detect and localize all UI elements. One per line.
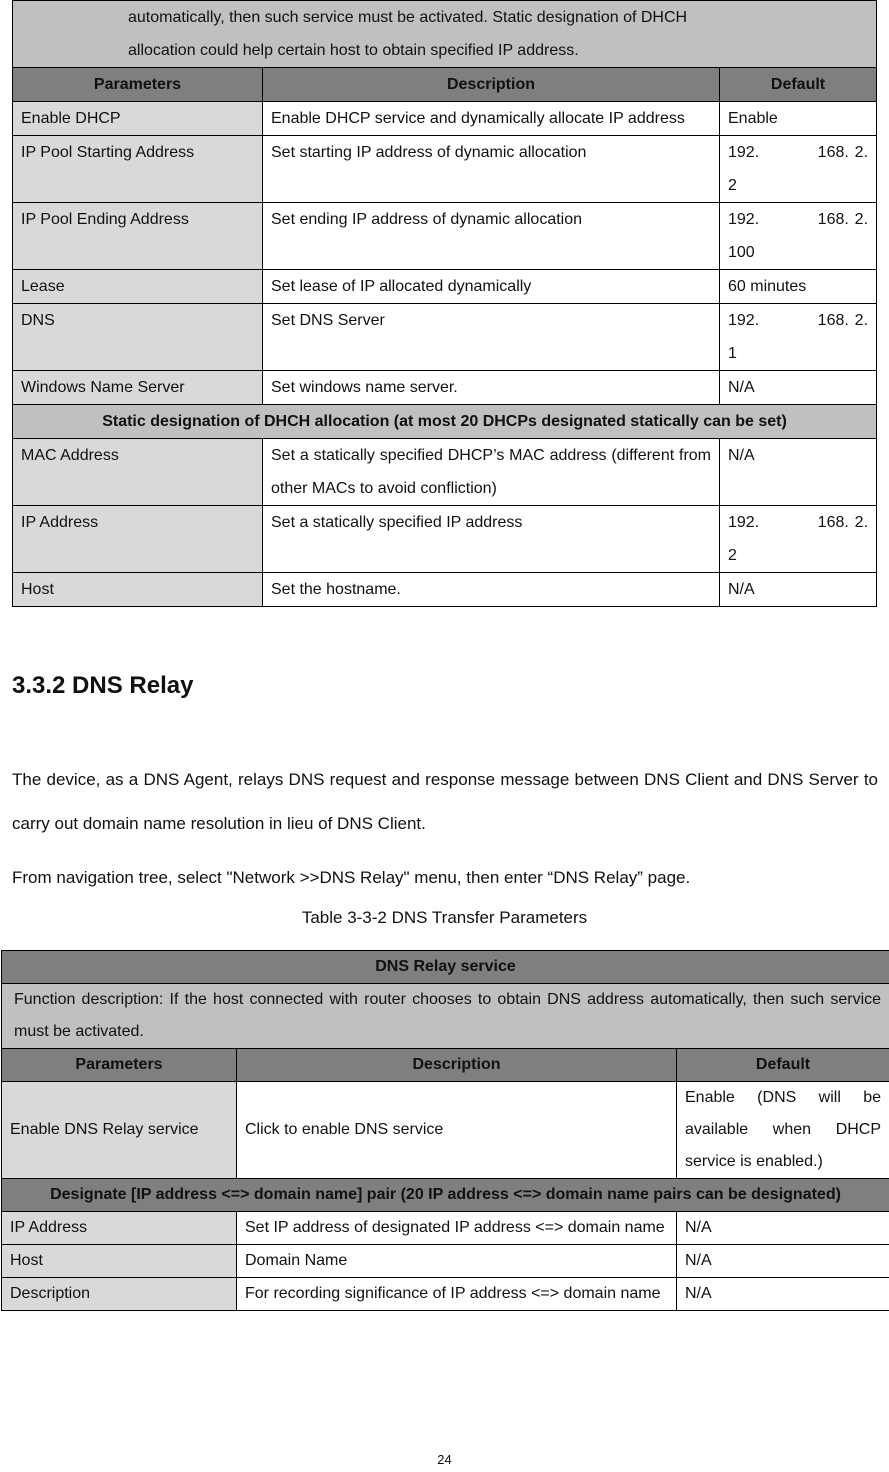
param-cell: Host xyxy=(2,1245,237,1278)
desc-cell: Set DNS Server xyxy=(263,304,720,371)
table-row xyxy=(13,506,877,573)
param-cell: Description xyxy=(2,1278,237,1311)
dns-relay-table xyxy=(1,950,889,1311)
default-cell: 60 minutes xyxy=(720,270,877,304)
desc-cell: Set a statically specified IP address xyxy=(263,506,720,573)
default-cell: N/A xyxy=(677,1245,889,1278)
desc-cell: Set ending IP address of dynamic allocation xyxy=(263,203,720,270)
col-header-description: Description xyxy=(237,1049,677,1082)
param-cell: IP Pool Ending Address xyxy=(13,203,263,270)
desc-cell: For recording significance of IP address <=> domain name xyxy=(237,1278,677,1311)
desc-cell: Set windows name server. xyxy=(263,371,720,405)
default-cell: 192. 168. 2. 2 xyxy=(720,136,877,203)
table-row xyxy=(13,136,877,203)
navigation-paragraph: From navigation tree, select "Network >>DNS Relay" menu, then enter “DNS Relay” page. xyxy=(12,868,691,887)
desc-cell: Enable DHCP service and dynamically allocate IP address xyxy=(263,102,720,136)
param-cell: IP Pool Starting Address xyxy=(13,136,263,203)
page-number: 24 xyxy=(437,1452,452,1467)
desc-cell: Set a statically specified DHCP’s MAC address (different from other MACs to avoid confliction) xyxy=(263,439,720,506)
default-cell: 192. 168. 2. 1 xyxy=(720,304,877,371)
desc-cell: Set lease of IP allocated dynamically xyxy=(263,270,720,304)
col-header-default: Default xyxy=(720,68,877,102)
table-row xyxy=(13,270,877,304)
pair-designation-heading: Designate [IP address <=> domain name] pair (20 IP address <=> domain name pairs can be designated) xyxy=(2,1179,889,1212)
default-cell: N/A xyxy=(720,573,877,607)
table-row xyxy=(2,1278,889,1311)
param-cell: Enable DHCP xyxy=(13,102,263,136)
param-cell: Host xyxy=(13,573,263,607)
param-cell: IP Address xyxy=(2,1212,237,1245)
default-cell: N/A xyxy=(677,1278,889,1311)
param-cell: Lease xyxy=(13,270,263,304)
param-cell: DNS xyxy=(13,304,263,371)
default-cell: 192. 168. 2. 2 xyxy=(720,506,877,573)
table-row xyxy=(13,573,877,607)
default-cell: N/A xyxy=(720,371,877,405)
intro-paragraph: The device, as a DNS Agent, relays DNS request and response message between DNS Client and DNS Server to carry out domain name resolution in lieu of DNS Client. xyxy=(12,770,878,833)
desc-cell: Set starting IP address of dynamic allocation xyxy=(263,136,720,203)
default-cell: N/A xyxy=(720,439,877,506)
table-row xyxy=(2,1245,889,1278)
table-row xyxy=(13,304,877,371)
default-cell: Enable xyxy=(720,102,877,136)
section-heading: 3.3.2 DNS Relay xyxy=(12,672,194,699)
desc-cell: Set IP address of designated IP address <=> domain name xyxy=(237,1212,677,1245)
desc-cell: Domain Name xyxy=(237,1245,677,1278)
param-cell: IP Address xyxy=(13,506,263,573)
desc-cell: Click to enable DNS service xyxy=(237,1082,677,1179)
table-row xyxy=(2,1082,889,1179)
col-header-default: Default xyxy=(677,1049,889,1082)
table-row xyxy=(2,1212,889,1245)
table-caption: Table 3-3-2 DNS Transfer Parameters xyxy=(301,908,588,927)
table-row xyxy=(13,102,877,136)
default-cell: Enable (DNS will be available when DHCP service is enabled.) xyxy=(677,1082,889,1179)
desc-cell: Set the hostname. xyxy=(263,573,720,607)
dhcp-parameters-table xyxy=(12,0,886,607)
col-header-parameters: Parameters xyxy=(2,1049,237,1082)
dns-relay-title: DNS Relay service xyxy=(2,951,889,984)
dhcp-intro: automatically, then such service must be activated. Static designation of DHCH allocation could help certain host to obtain specified IP address. xyxy=(13,1,877,68)
col-header-description: Description xyxy=(263,68,720,102)
table-row xyxy=(13,203,877,270)
param-cell: Enable DNS Relay service xyxy=(2,1082,237,1179)
param-cell: Windows Name Server xyxy=(13,371,263,405)
default-cell: N/A xyxy=(677,1212,889,1245)
param-cell: MAC Address xyxy=(13,439,263,506)
static-designation-heading: Static designation of DHCH allocation (at most 20 DHCPs designated statically can be set) xyxy=(13,405,877,439)
function-description: Function description: If the host connected with router chooses to obtain DNS address automatically, then such service must be activated. xyxy=(2,984,889,1049)
col-header-parameters: Parameters xyxy=(13,68,263,102)
table-row xyxy=(13,371,877,405)
table-row xyxy=(13,439,877,506)
default-cell: 192. 168. 2. 100 xyxy=(720,203,877,270)
